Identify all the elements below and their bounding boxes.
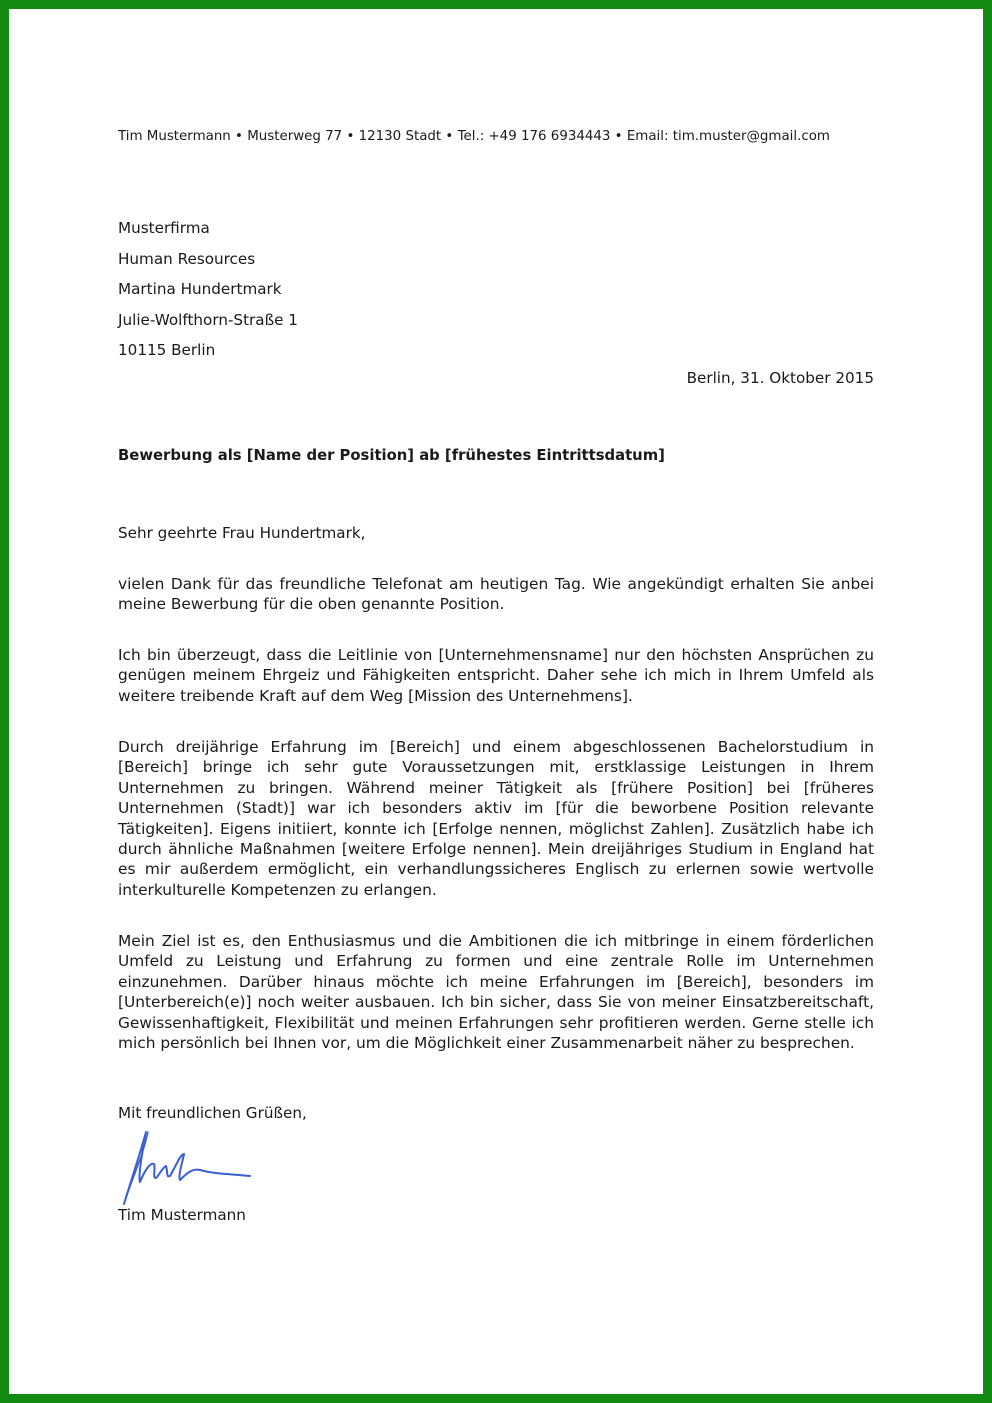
recipient-contact: Martina Hundertmark [118, 280, 282, 298]
body-paragraph-1: vielen Dank für das freundliche Telefonat am heutigen Tag. Wie angekündigt erhalten Sie anbei meine Bewerbung für die oben genannte Position. [118, 575, 874, 614]
recipient-street: Julie-Wolfthorn-Straße 1 [118, 310, 298, 329]
sender-line: Tim Mustermann • Musterweg 77 • 12130 Stadt • Tel.: +49 176 6934443 • Email: tim.muster@gmail.com [118, 129, 830, 144]
signature-name: Tim Mustermann [118, 1206, 246, 1224]
recipient-department: Human Resources [118, 249, 256, 268]
signature-image [118, 1124, 258, 1206]
letter-subject: Bewerbung als [Name der Position] ab [frühestes Eintrittsdatum] [118, 447, 665, 464]
salutation: Sehr geehrte Frau Hundertmark, [118, 524, 366, 542]
recipient-address [118, 217, 298, 370]
letter-date: Berlin, 31. Oktober 2015 [686, 369, 874, 387]
body-paragraph-4: Mein Ziel ist es, den Enthusiasmus und die Ambitionen die ich mitbringe in einem förderlichen Umfeld zu Leistung und Erfahrung zu formen und eine zentrale Rolle im Unternehmen einzunehmen. Darüber hinaus möchte ich meine Erfahrungen im [Bereich], besonders im [Unterbereich(e)] noch weiter ausbauen. Ich bin sicher, dass Sie von meiner Einsatzbereitschaft, Gewissenhaftigkeit, Flexibilität und meinen Erfahrungen sehr profitieren werden. Gerne stelle ich mich persönlich bei Ihnen vor, um die Möglichkeit einer Zusammenarbeit näher zu besprechen. [118, 932, 874, 1053]
body-paragraph-2: Ich bin überzeugt, dass die Leitlinie von [Unternehmensname] nur den höchsten Ansprüchen zu genügen meinem Ehrgeiz und Fähigkeiten entspricht. Daher sehe ich mich in Ihrem Umfeld als weitere treibende Kraft auf dem Weg [Mission des Unternehmens]. [118, 646, 874, 705]
closing: Mit freundlichen Grüßen, [118, 1104, 307, 1122]
signature-stroke [124, 1132, 250, 1204]
body-paragraph-3: Durch dreijährige Erfahrung im [Bereich] und einem abgeschlossenen Bachelorstudium in [Bereich] bringe ich sehr gute Voraussetzungen mit, erstklassige Leistungen in Ihrem Unternehmen zu bringen. Während meiner Tätigkeit als [frühere Position] bei [früheres Unternehmen (Stadt)] war ich besonders aktiv im [für die beworbene Position relevante Tätigkeiten]. Eigens initiiert, konnte ich [Erfolge nennen, möglichst Zahlen]. Zusätzlich habe ich durch ähnliche Maßnahmen [weitere Erfolge nennen]. Mein dreijähriges Studium in England hat es mir außerdem ermöglicht, ein verhandlungssicheres Englisch zu erlernen sowie wertvolle interkulturelle Kompetenzen zu erlangen. [118, 738, 874, 899]
recipient-company: Musterfirma [118, 219, 210, 237]
recipient-city: 10115 Berlin [118, 341, 216, 359]
